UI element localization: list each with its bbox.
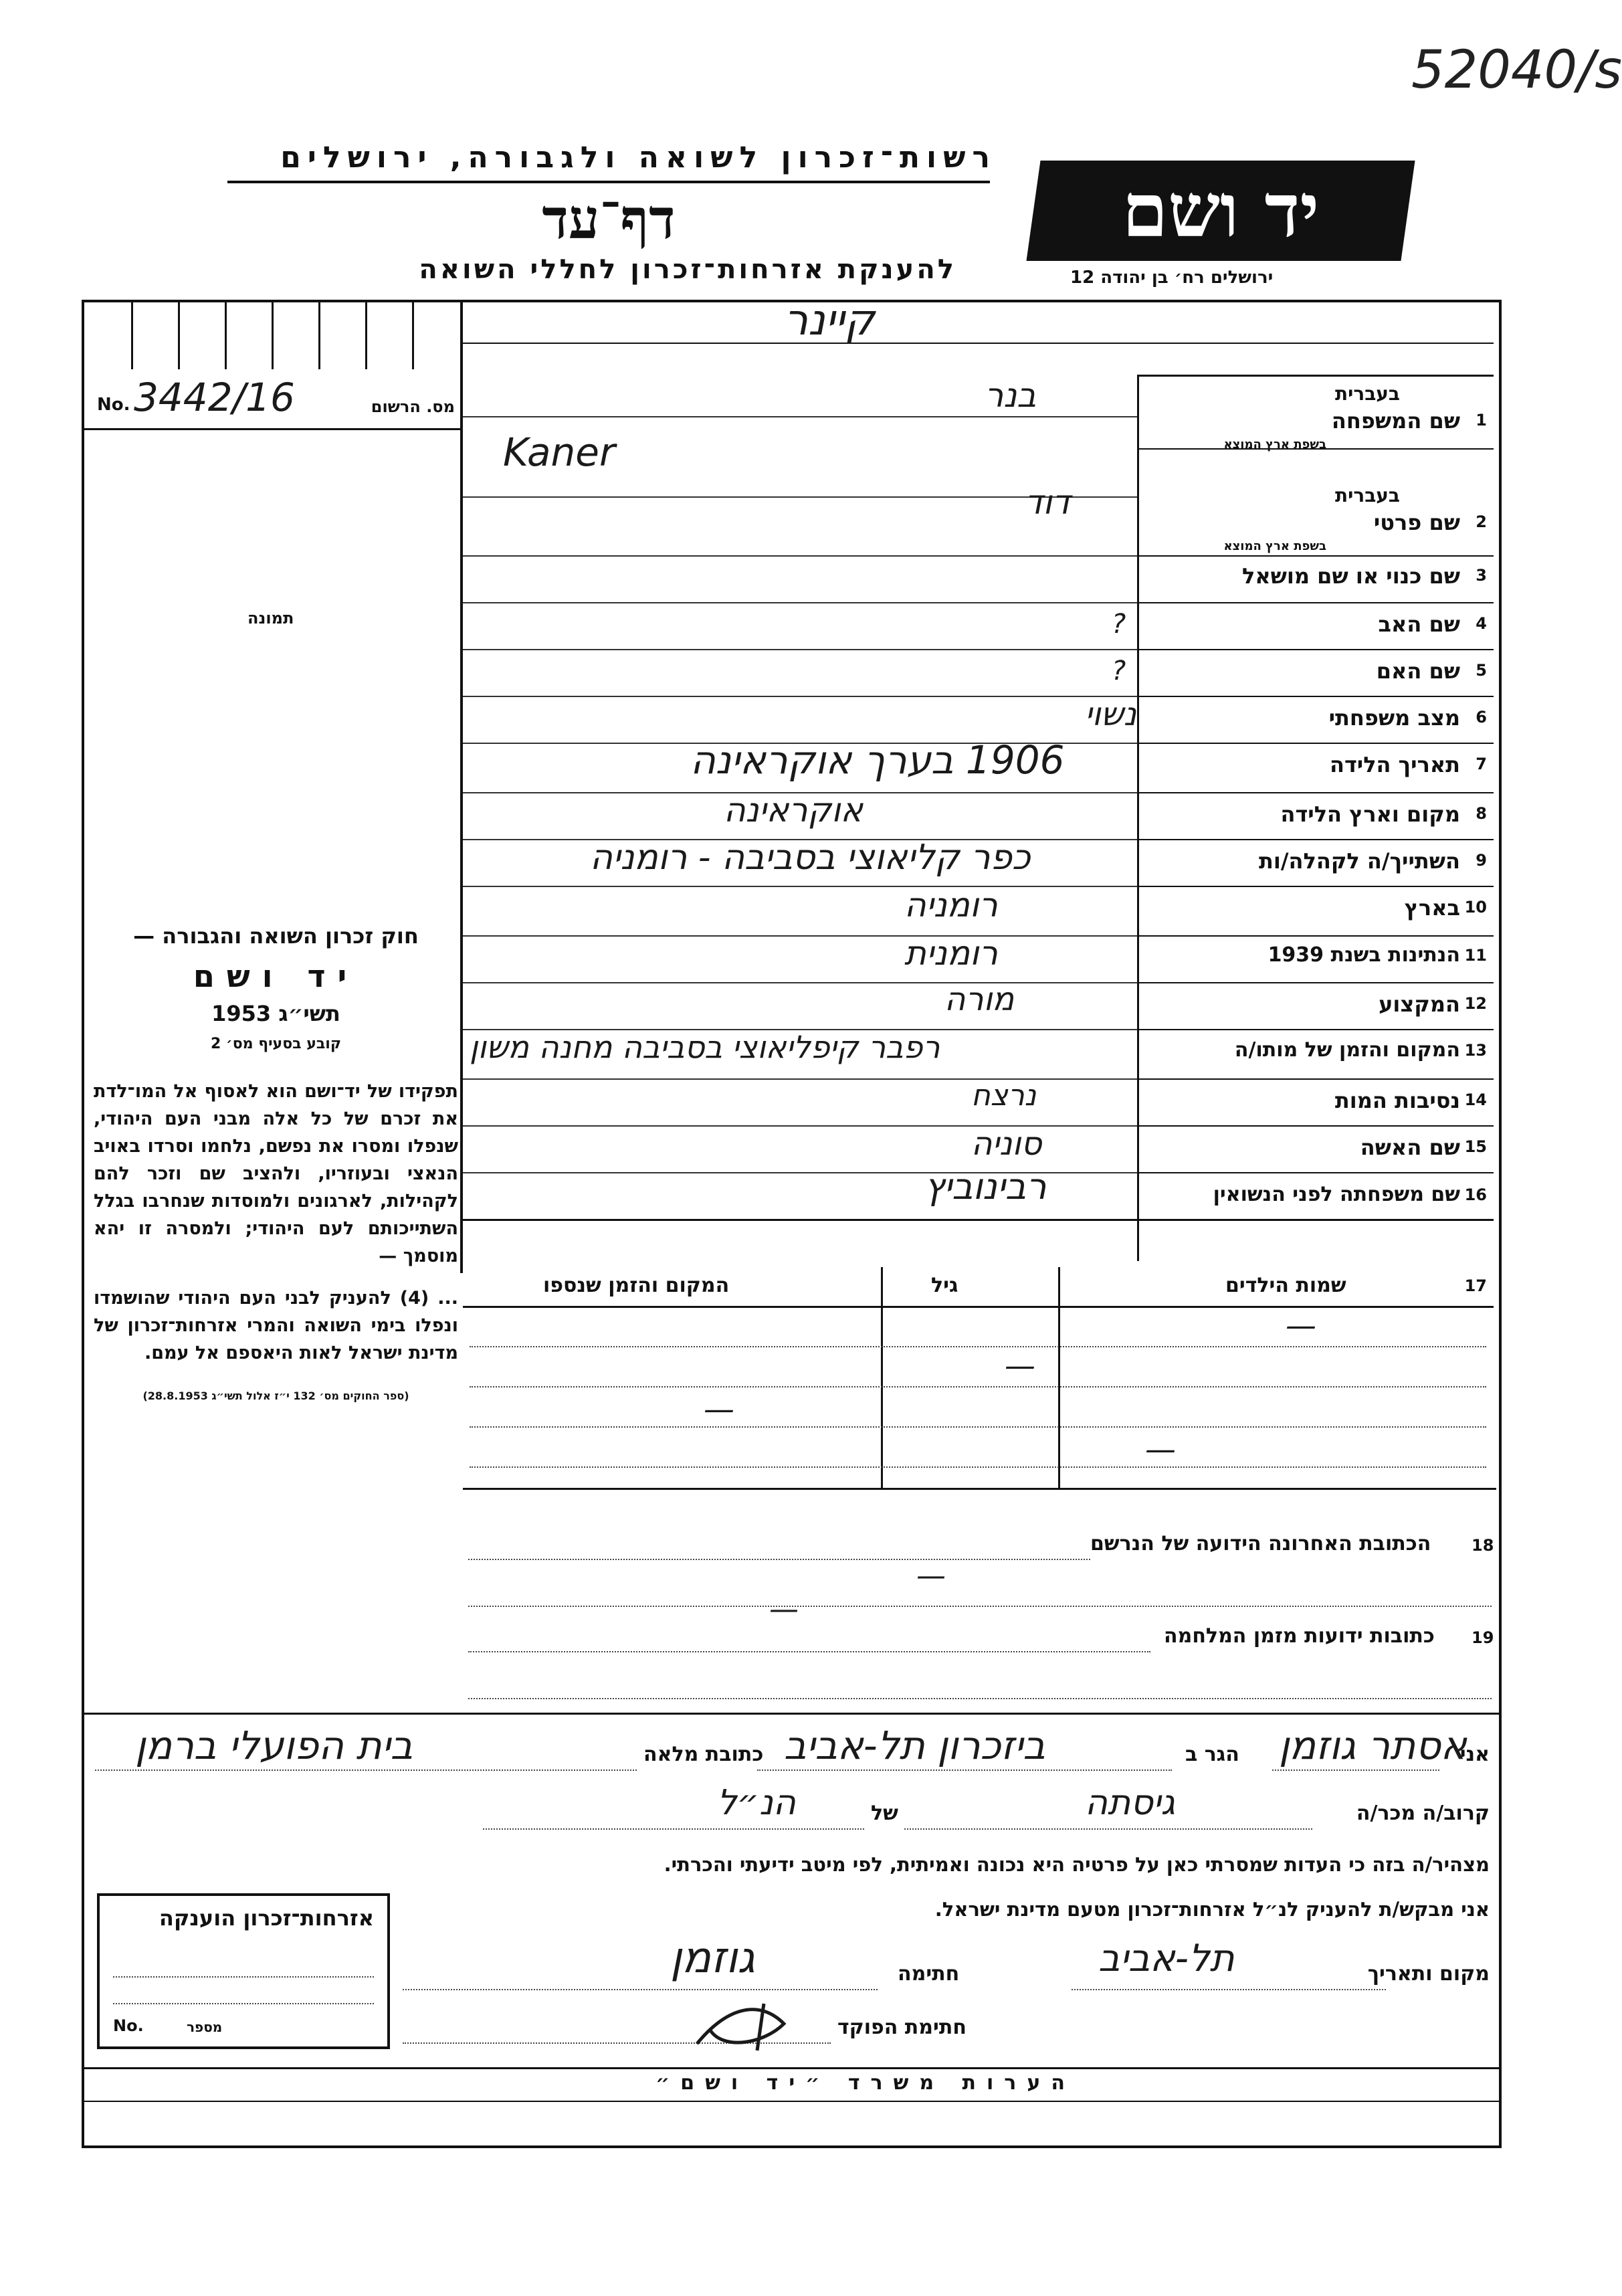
field-16-num: 16 bbox=[1464, 1185, 1487, 1204]
field-2-sub-heb: בעברית bbox=[1334, 484, 1400, 506]
field-2-num: 2 bbox=[1476, 512, 1487, 531]
decl-signature-label: חתימה bbox=[898, 1962, 960, 1986]
field-1-sub-origin: בשפת ארץ המוצא bbox=[1223, 438, 1326, 452]
children-table bbox=[463, 1267, 1494, 1488]
archive-number: 52040/s bbox=[1411, 40, 1622, 100]
footer-notes: הערות משרד ״יד ושם״ bbox=[655, 2071, 1076, 2095]
field-14-num: 14 bbox=[1464, 1090, 1487, 1109]
field-6-num: 6 bbox=[1476, 708, 1487, 727]
form-subtitle: להענקת אזרחות־זכרון לחללי השואה bbox=[419, 254, 956, 285]
decl-residing-label: הגר ב bbox=[1185, 1743, 1239, 1766]
field-10-label: בארץ bbox=[1404, 895, 1460, 921]
authority-title: רשות־זכרון לשואה ולגבורה, ירושלים bbox=[280, 140, 997, 175]
commissioner-signature bbox=[684, 1984, 817, 2064]
law-clause-4: ... (4) להעניק לבני העם היהודי שהושמדו ונפלו בימי השואה והמרי אזרחות־זכרון של מדינת ישראל לאות היאספם אל עמם. bbox=[94, 1288, 459, 1363]
decl-of-label: של bbox=[871, 1802, 898, 1825]
award-title: אזרחות־זכרון הוענקה bbox=[159, 1905, 374, 1931]
field-13-value: רפבר קיפליאוצי בסביבה מחנה משון bbox=[470, 1029, 940, 1065]
field-12-value: מורה bbox=[944, 981, 1015, 1018]
address: ירושלים רח׳ בן יהודה 12 bbox=[1070, 268, 1274, 288]
field-14-label: נסיבות המות bbox=[1334, 1088, 1460, 1113]
field-13-num: 13 bbox=[1464, 1041, 1487, 1060]
children-row-3: — bbox=[704, 1391, 734, 1427]
field-13-label: המקום והזמן של מותו/ה bbox=[1234, 1038, 1460, 1062]
children-row-4: — bbox=[1145, 1431, 1176, 1467]
field-2-sub-origin: בשפת ארץ המוצא bbox=[1223, 539, 1326, 553]
decl-commissioner-label: חתימת הפוקד bbox=[837, 2016, 967, 2039]
form-title: דף־עד bbox=[542, 187, 676, 252]
award-box bbox=[97, 1893, 390, 2049]
field-15-label: שם האשה bbox=[1360, 1135, 1460, 1160]
children-col-place: המקום והזמן שנספו bbox=[543, 1274, 730, 1297]
field-8-num: 8 bbox=[1476, 804, 1487, 823]
decl-place-date: תל-אביב bbox=[1098, 1937, 1235, 1980]
field-16-value: רבינוביץ bbox=[924, 1165, 1047, 1208]
children-col-names: שמות הילדים bbox=[1225, 1274, 1346, 1297]
field-1-num: 1 bbox=[1476, 411, 1487, 429]
registration-number bbox=[94, 375, 455, 428]
field-4-label: שם האב bbox=[1378, 611, 1460, 637]
field-18-label: הכתובת האחרונה הידועה של הנרשם bbox=[1090, 1532, 1431, 1555]
field-18-value: — bbox=[916, 1559, 946, 1593]
field-11-value: רומנית bbox=[904, 934, 998, 973]
field-1-sub-heb: בעברית bbox=[1334, 383, 1400, 405]
law-name: יד ושם bbox=[193, 958, 359, 994]
decl-address-label: כתובת מלאה bbox=[643, 1743, 764, 1766]
decl-address: בית הפועלי ברמן bbox=[135, 1723, 413, 1768]
header bbox=[221, 140, 997, 294]
field-19-num: 19 bbox=[1472, 1628, 1494, 1647]
field-19-label: כתובות ידועות מזמן המלחמה bbox=[1164, 1624, 1435, 1648]
field-3-label: שם כנוי או שם מושאל bbox=[1241, 563, 1460, 589]
fields-area bbox=[463, 296, 1494, 1272]
field-9-value: כפר קליאוצי בסביבה - רומניה bbox=[590, 838, 1031, 878]
field-9-label: השתייך/ה לקהלה/ות bbox=[1258, 848, 1460, 874]
photo-label: תמונה bbox=[247, 609, 294, 628]
law-source: (ספר החוקים מס׳ 132 י״ז אלול תשי״ג 28.8.1953) bbox=[142, 1390, 409, 1402]
field-8-value: אוקראינה bbox=[724, 791, 864, 830]
field-14-value: נרצח bbox=[971, 1078, 1037, 1113]
field-5-value: ? bbox=[1112, 656, 1126, 686]
field-10-num: 10 bbox=[1464, 898, 1487, 917]
decl-relation: גיסתה bbox=[1085, 1783, 1175, 1823]
field-6-label: מצב משפחתי bbox=[1328, 705, 1460, 731]
field-10-value: רומניה bbox=[904, 886, 998, 925]
field-5-label: שם האם bbox=[1376, 658, 1460, 684]
field-1-label: שם המשפחה bbox=[1331, 408, 1460, 434]
field-1-value-latin: Kaner bbox=[503, 429, 615, 475]
decl-place-date-label: מקום ותאריך bbox=[1367, 1962, 1490, 1986]
children-col-age: גיל bbox=[931, 1274, 958, 1297]
children-row-2: — bbox=[1005, 1347, 1035, 1383]
field-3-num: 3 bbox=[1476, 566, 1487, 585]
field-11-label: הנתינות בשנת 1939 bbox=[1268, 943, 1460, 967]
field-7-value: 1906 בערך אוקראינה bbox=[690, 737, 1065, 783]
field-5-num: 5 bbox=[1476, 661, 1487, 680]
award-number-label: מספר bbox=[187, 2019, 223, 2035]
decl-request: אני מבקש/ת להעניק לנ״ל אזרחות־זכרון מטעם מדינת ישראל. bbox=[934, 1898, 1490, 1921]
field-2-label: שם פרטי bbox=[1373, 510, 1460, 535]
field-16-label: שם משפחתה לפני הנשואין bbox=[1213, 1183, 1460, 1206]
decl-name: אסתר גוזמן bbox=[1279, 1723, 1467, 1768]
children-num: 17 bbox=[1464, 1276, 1487, 1295]
decl-i-label: אני bbox=[1459, 1743, 1490, 1766]
field-4-value: ? bbox=[1112, 609, 1126, 640]
decl-relative-label: קרוב/ה מכר/ה bbox=[1356, 1802, 1490, 1825]
award-no-label: No. bbox=[113, 2016, 144, 2035]
field-8-label: מקום וארץ הלידה bbox=[1280, 801, 1460, 827]
law-title: חוק זכרון השואה והגבורה — bbox=[133, 923, 419, 949]
field-7-num: 7 bbox=[1476, 755, 1487, 773]
field-1-value: בנר bbox=[985, 376, 1037, 415]
decl-of-value: הנ״ל bbox=[717, 1783, 796, 1823]
law-box bbox=[94, 923, 458, 1485]
registration-cells bbox=[84, 302, 460, 369]
field-12-label: המקצוע bbox=[1379, 991, 1460, 1017]
field-12-num: 12 bbox=[1464, 994, 1487, 1013]
field-18-num: 18 bbox=[1472, 1536, 1494, 1555]
field-6-value: נשוי bbox=[1085, 696, 1137, 733]
field-9-num: 9 bbox=[1476, 851, 1487, 870]
field-1-value-top: קיינר bbox=[784, 296, 875, 345]
decl-statement: מצהיר/ה בזה כי העדות שמסרתי כאן על פרטיה היא נכונה ואמיתית, לפי מיטב ידיעתי והכרתי. bbox=[664, 1853, 1490, 1876]
field-4-num: 4 bbox=[1476, 614, 1487, 633]
field-19-value: — bbox=[769, 1592, 799, 1626]
logo-text: יד ושם bbox=[1122, 167, 1320, 254]
registration-no-label: No. bbox=[97, 395, 130, 415]
law-clause: קובע בסעיף מס׳ 2 bbox=[210, 1036, 342, 1052]
registration-heb-label: מס. הרשום bbox=[371, 397, 455, 416]
field-2-value: דוד bbox=[1025, 483, 1071, 522]
children-row-1: — bbox=[1286, 1307, 1316, 1343]
law-text: תפקידו של יד־ושם הוא לאסוף אל המו־לדת את זכרם של כל אלה מבני העם היהודי, שנפלו ומסרו את נפשם, נלחמו וסרדו באויב הנאצי ובעוזריו, ולהציב שם וזכר להם לקהילות, לארגונים ולמוסדות שנחרבו בגלל השתייכותם לעם היהודי; ולמסרה זו יהא מוסמך — bbox=[94, 1081, 458, 1266]
field-15-value: סוניה bbox=[971, 1125, 1042, 1163]
field-11-num: 11 bbox=[1464, 946, 1487, 965]
registration-value: 3442/16 bbox=[134, 375, 295, 420]
field-7-label: תאריך הלידה bbox=[1329, 752, 1460, 777]
law-year: תשי״ג 1953 bbox=[211, 1001, 340, 1026]
field-15-num: 15 bbox=[1464, 1137, 1487, 1156]
decl-signature: גוזמן bbox=[670, 1933, 755, 1983]
decl-city: ביזכרון תל-אביב bbox=[784, 1723, 1045, 1768]
yad-vashem-logo bbox=[1026, 161, 1415, 261]
